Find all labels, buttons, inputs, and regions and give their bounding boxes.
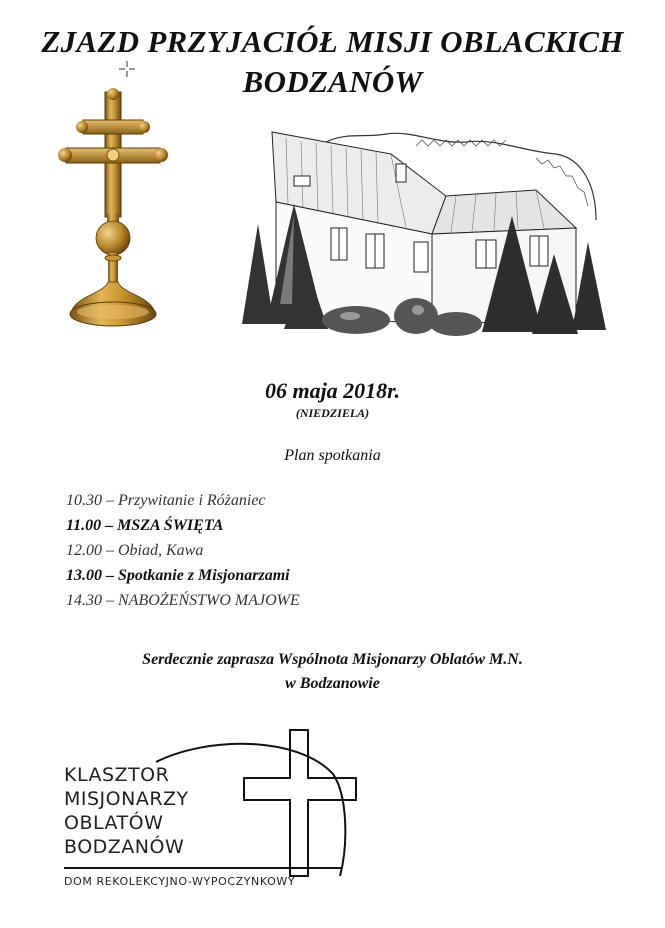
logo-line-1: KLASZTOR	[64, 764, 170, 786]
monastery-logo	[58, 726, 368, 896]
page-title-line-2: BODZANÓW	[242, 64, 423, 99]
schedule-item: 10.30 – Przywitanie i Różaniec	[66, 492, 266, 509]
logo-cross-icon	[58, 726, 368, 896]
logo-tagline: DOM REKOLEKCYJNO-WYPOCZYNKOWY	[64, 875, 296, 888]
logo-line-2: MISJONARZY	[64, 788, 189, 810]
schedule-item: 12.00 – Obiad, Kawa	[66, 542, 204, 559]
event-weekday: (NIEDZIELA)	[295, 406, 370, 420]
logo-line-3: OBLATÓW	[64, 812, 164, 834]
schedule-list	[66, 488, 486, 613]
cross-icon	[58, 88, 168, 336]
invitation	[0, 648, 665, 696]
schedule-item: 14.30 – NABOŻEŃSTWO MAJOWE	[66, 592, 300, 609]
schedule-item: 13.00 – Spotkanie z Misjonarzami	[66, 567, 290, 584]
crosshair-cursor-icon	[118, 60, 136, 78]
page-title-line-1: ZJAZD PRZYJACIÓŁ MISJI OBLACKICH	[41, 24, 624, 59]
event-date: 06 maja 2018r.	[264, 378, 401, 403]
monastery-building-illustration	[236, 124, 612, 340]
invitation-line-2: w Bodzanowie	[285, 675, 380, 692]
invitation-line-1: Serdecznie zaprasza Wspólnota Misjonarzy Oblatów M.N.	[142, 651, 523, 668]
plan-heading: Plan spotkania	[284, 447, 381, 464]
schedule-item: 11.00 – MSZA ŚWIĘTA	[66, 517, 224, 534]
logo-line-4: BODZANÓW	[64, 836, 185, 858]
